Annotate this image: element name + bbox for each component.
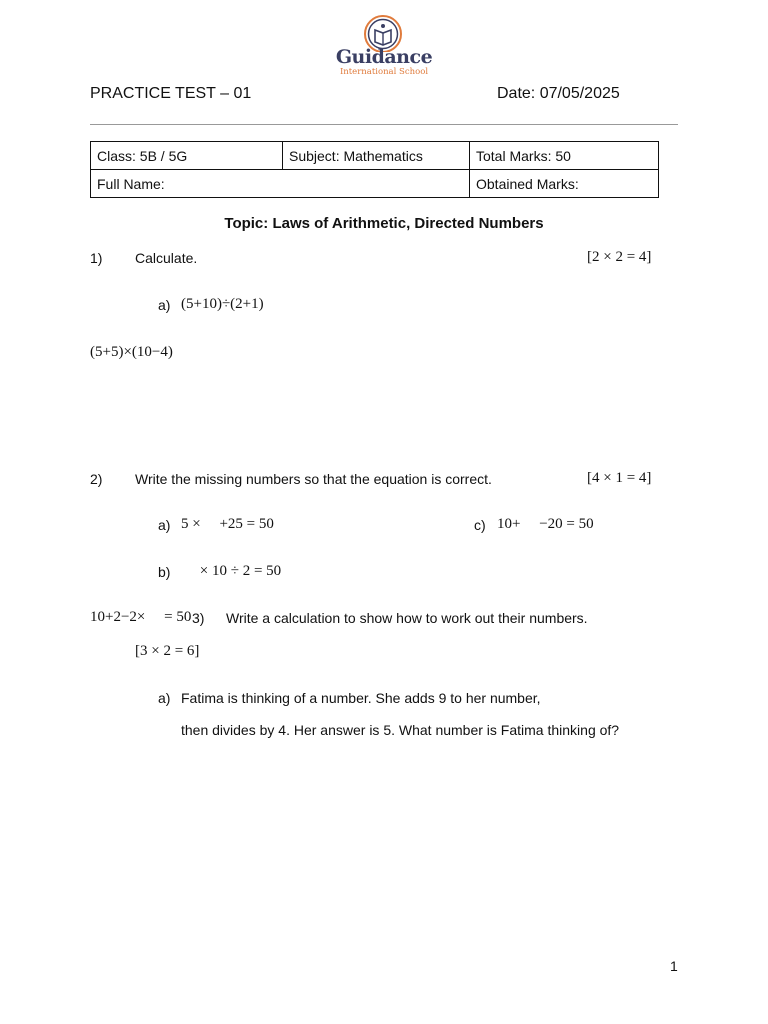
q2a-label: a): [158, 517, 171, 533]
q3a-line-2: then divides by 4. Her answer is 5. What number is Fatima thinking of?: [181, 722, 620, 738]
class-cell: Class: 5B / 5G: [91, 142, 283, 170]
q2-number: 2): [90, 471, 103, 487]
student-info-table: [90, 141, 659, 198]
q3a-label: a): [158, 690, 171, 706]
q1-number: 1): [90, 250, 103, 266]
q2c-label: c): [474, 517, 486, 533]
logo-wordmark: Guidance: [335, 46, 433, 68]
q2-marks: [4 × 1 = 4]: [587, 470, 652, 486]
q3a-line-1: Fatima is thinking of a number. She adds 9 to her number,: [181, 690, 541, 706]
q1a-label: a): [158, 297, 171, 313]
q2b-expression: × 10 ÷ 2 = 50: [181, 563, 282, 579]
header-divider: [90, 124, 678, 125]
q2d-expression: 10+2−2× = 50: [90, 609, 192, 625]
q1-instruction: Calculate.: [135, 250, 198, 266]
q2a-expression: 5 × +25 = 50: [181, 516, 274, 532]
q2c-expression: 10+ −20 = 50: [497, 516, 594, 532]
test-date: Date: 07/05/2025: [497, 85, 620, 102]
obtained-marks-cell[interactable]: Obtained Marks:: [470, 170, 659, 198]
full-name-cell[interactable]: Full Name:: [91, 170, 470, 198]
q3-marks: [3 × 2 = 6]: [135, 643, 200, 659]
subject-cell: Subject: Mathematics: [283, 142, 470, 170]
test-title: PRACTICE TEST – 01: [90, 85, 252, 102]
page-number: 1: [670, 958, 678, 974]
topic-heading: Topic: Laws of Arithmetic, Directed Numbers: [224, 215, 544, 232]
q2-instruction: Write the missing numbers so that the equation is correct.: [135, 471, 492, 487]
q3-number: 3): [192, 610, 205, 626]
q3-instruction: Write a calculation to show how to work out their numbers.: [226, 610, 588, 626]
total-marks-cell: Total Marks: 50: [470, 142, 659, 170]
logo-subtitle: International School: [339, 67, 429, 77]
q2b-label: b): [158, 564, 171, 580]
q1a-expression: (5+10)÷(2+1): [181, 296, 264, 312]
q1b-expression: (5+5)×(10−4): [90, 344, 173, 360]
q1-marks: [2 × 2 = 4]: [587, 249, 652, 265]
